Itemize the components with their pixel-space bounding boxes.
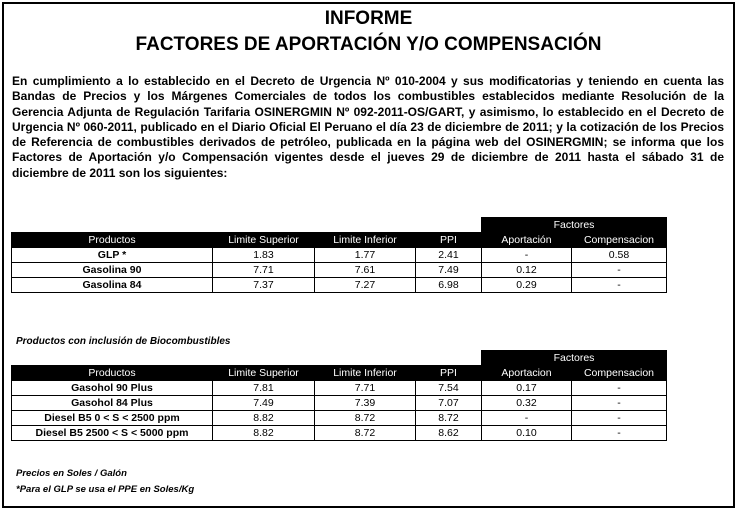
column-header: Productos [12, 233, 213, 248]
table-cell: 8.72 [315, 411, 416, 426]
table-row [12, 248, 667, 263]
column-header: Aportación [482, 233, 572, 248]
table-row [12, 263, 667, 278]
column-header: PPI [416, 233, 482, 248]
report-subtitle: FACTORES DE APORTACIÓN Y/O COMPENSACIÓN [135, 34, 602, 55]
table-cell: 7.71 [315, 381, 416, 396]
column-header: Limite Superior [213, 233, 315, 248]
column-header: Limite Superior [213, 366, 315, 381]
product-cell: Gasolina 90 [12, 263, 213, 278]
table-cell: - [572, 263, 667, 278]
table-row [12, 278, 667, 293]
table-cell: 0.29 [482, 278, 572, 293]
table-cell: 1.77 [315, 248, 416, 263]
product-cell: Diesel B5 2500 < S < 5000 ppm [12, 426, 213, 441]
table-cell: 0.12 [482, 263, 572, 278]
table-cell: 7.07 [416, 396, 482, 411]
units-note: Precios en Soles / Galón [16, 468, 127, 479]
table-cell: - [572, 396, 667, 411]
table-row [12, 396, 667, 411]
table-group-header-row [12, 351, 667, 366]
factors-table [11, 217, 667, 293]
table-cell: - [572, 381, 667, 396]
table-cell: 7.71 [213, 263, 315, 278]
table-cell: 7.49 [416, 263, 482, 278]
table-header-row [12, 233, 667, 248]
table-cell: 8.72 [315, 426, 416, 441]
table-cell: 0.58 [572, 248, 667, 263]
table-cell: 2.41 [416, 248, 482, 263]
table-group-header-row [12, 218, 667, 233]
table-cell: 7.81 [213, 381, 315, 396]
factores-group-header: Factores [482, 351, 667, 366]
product-cell: GLP * [12, 248, 213, 263]
product-cell: Gasolina 84 [12, 278, 213, 293]
table-cell: 0.17 [482, 381, 572, 396]
column-header: PPI [416, 366, 482, 381]
report-title: INFORME [324, 8, 413, 29]
column-header: Limite Inferior [315, 233, 416, 248]
table-cell: 8.72 [416, 411, 482, 426]
table-cell: - [482, 248, 572, 263]
table-cell: 7.49 [213, 396, 315, 411]
product-cell: Diesel B5 0 < S < 2500 ppm [12, 411, 213, 426]
table-cell: 7.27 [315, 278, 416, 293]
table-cell: 6.98 [416, 278, 482, 293]
factores-group-header: Factores [482, 218, 667, 233]
biofuels-section-title: Productos con inclusión de Biocombustibles [16, 336, 231, 347]
product-cell: Gasohol 90 Plus [12, 381, 213, 396]
column-header: Productos [12, 366, 213, 381]
column-header: Compensacion [572, 233, 667, 248]
table-cell: - [572, 426, 667, 441]
column-header: Limite Inferior [315, 366, 416, 381]
table-cell: - [572, 278, 667, 293]
table-cell: 1.83 [213, 248, 315, 263]
table-cell: 7.61 [315, 263, 416, 278]
biofuels-factors-table [11, 350, 667, 441]
table-cell: 7.37 [213, 278, 315, 293]
column-header: Aportacion [482, 366, 572, 381]
table-cell: - [482, 411, 572, 426]
table-cell: 8.82 [213, 411, 315, 426]
table-row [12, 426, 667, 441]
table-cell: 7.54 [416, 381, 482, 396]
table-header-row [12, 366, 667, 381]
column-header: Compensacion [572, 366, 667, 381]
glp-footnote: *Para el GLP se usa el PPE en Soles/Kg [16, 484, 195, 495]
table-cell: 7.39 [315, 396, 416, 411]
table-row [12, 411, 667, 426]
table-cell: 8.62 [416, 426, 482, 441]
table-cell: 0.10 [482, 426, 572, 441]
intro-paragraph: En cumplimiento a lo establecido en el Decreto de Urgencia Nº 010-2004 y sus modificatorias y teniendo en cuenta las Bandas de Precios y los Márgenes Comerciales de todos los combustibles establecidos mediante Resolución de la Gerencia Adjunta de Regulación Tarifaria OSINERGMIN Nº 092-2011-OS/GART, y asimismo, lo establecido en el Decreto de Urgencia Nº 060-2011, publicado en el Diario Oficial El Peruano el día 23 de diciembre de 2011; y la cotización de los Precios de Referencia de combustibles derivados de petróleo, publicada en la página web del OSINERGMIN; se informa que los Factores de Aportación y/o Compensación vigentes desde el jueves 29 de diciembre de 2011 hasta el sábado 31 de diciembre de 2011 son los siguientes: [12, 74, 724, 180]
table-cell: 0.32 [482, 396, 572, 411]
product-cell: Gasohol 84 Plus [12, 396, 213, 411]
table-cell: - [572, 411, 667, 426]
table-row [12, 381, 667, 396]
table-cell: 8.82 [213, 426, 315, 441]
